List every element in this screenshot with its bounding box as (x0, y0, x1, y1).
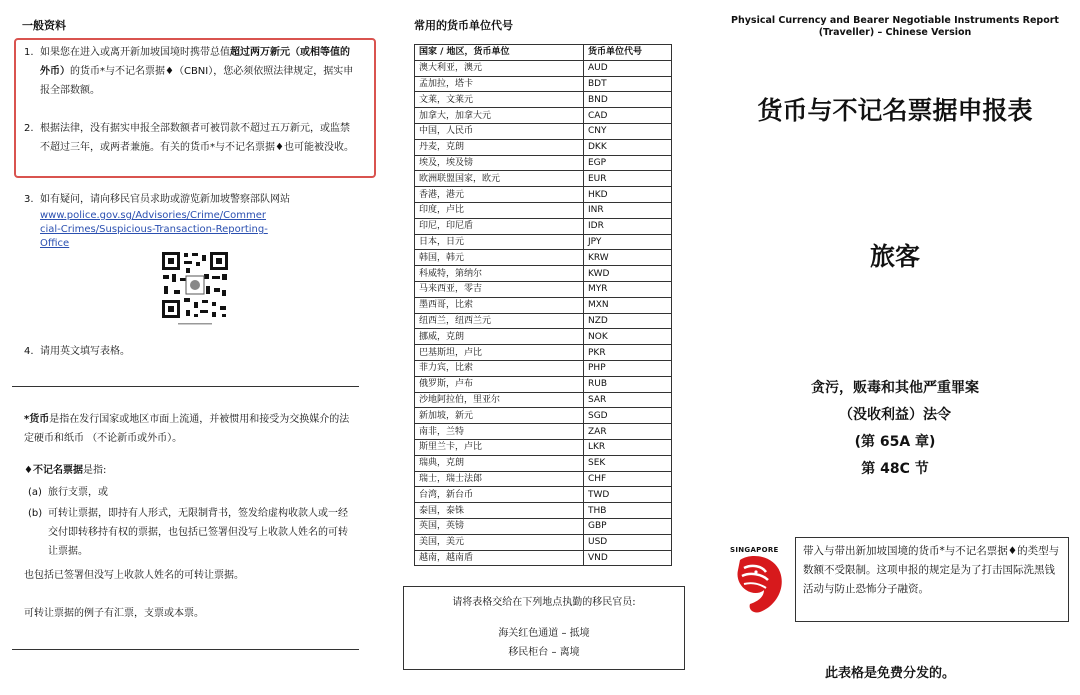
act-line-4: 第 48C 节 (861, 461, 929, 477)
country-currency-cell: 沙地阿拉伯，里亚尔 (415, 392, 584, 408)
general-info-title: 一般资料 (22, 19, 66, 32)
currency-code-cell: TWD (584, 487, 672, 503)
table-row (415, 266, 672, 282)
item-3 (24, 190, 354, 251)
currency-code-cell: USD (584, 534, 672, 550)
country-currency-cell: 日本，日元 (415, 234, 584, 250)
table-row (415, 60, 672, 76)
country-currency-cell: 新加坡，新元 (415, 408, 584, 424)
header-code: 货币单位代号 (584, 45, 672, 61)
item-4-number: 4. (24, 346, 34, 357)
item-1-text-b: 的货币*与不记名票据♦（CBNI），您必须依照法律规定，据实申报全部数额。 (40, 66, 354, 96)
currency-code-cell: JPY (584, 234, 672, 250)
english-header-line-2: (Traveller) – Chinese Version (818, 27, 972, 38)
submit-instructions-box (403, 586, 685, 670)
item-3-number: 3. (24, 194, 34, 205)
table-row (415, 360, 672, 376)
submit-line-1: 请将表格交给在下列地点执勤的移民官员: (452, 597, 636, 608)
table-row (415, 455, 672, 471)
currency-code-cell: DKK (584, 139, 672, 155)
currency-code-cell: HKD (584, 187, 672, 203)
currency-code-cell: CHF (584, 471, 672, 487)
country-currency-cell: 越南，越南盾 (415, 550, 584, 566)
notice-box (795, 537, 1069, 622)
table-row (415, 108, 672, 124)
country-currency-cell: 中国，人民币 (415, 123, 584, 139)
currency-code-cell: BDT (584, 76, 672, 92)
country-currency-cell: 巴基斯坦，卢比 (415, 345, 584, 361)
currency-code-cell: KWD (584, 266, 672, 282)
currency-code-cell: NOK (584, 329, 672, 345)
country-currency-cell: 印尼，印尼盾 (415, 218, 584, 234)
table-row (415, 471, 672, 487)
item-1-text-a: 如果您在进入或离开新加坡国境时携带总值 (40, 47, 230, 58)
country-currency-cell: 印度，卢比 (415, 202, 584, 218)
form-subtitle: 旅客 (869, 242, 920, 271)
country-currency-cell: 香港，港元 (415, 187, 584, 203)
police-website-link[interactable]: www.police.gov.sg/Advisories/Crime/Commercial-Crimes/Suspicious-Transaction-Reporting-Office (40, 210, 268, 249)
table-row (415, 345, 672, 361)
country-currency-cell: 科威特，第纳尔 (415, 266, 584, 282)
currency-code-cell: BND (584, 92, 672, 108)
table-row (415, 155, 672, 171)
table-row (415, 218, 672, 234)
table-row (415, 439, 672, 455)
country-currency-cell: 美国，美元 (415, 534, 584, 550)
item-2-text: 根据法律，没有据实申报全部数额者可被罚款不超过五万新元，或监禁不超过三年，或两者兼施。有关的货币*与不记名票据♦也可能被没收。 (40, 123, 354, 153)
table-row (415, 408, 672, 424)
country-currency-cell: 丹麦，克朗 (415, 139, 584, 155)
currency-definition (24, 410, 356, 448)
table-row (415, 123, 672, 139)
currency-code-cell: EUR (584, 171, 672, 187)
country-currency-cell: 加拿大，加拿大元 (415, 108, 584, 124)
currency-code-cell: VND (584, 550, 672, 566)
bni-extra: 也包括已签署但没写上收款人姓名的可转让票据。 (24, 570, 244, 581)
table-row (415, 171, 672, 187)
table-row (415, 487, 672, 503)
bni-a-mark: (a) (28, 487, 42, 498)
country-currency-cell: 台湾，新台币 (415, 487, 584, 503)
bni-examples: 可转让票据的例子有汇票，支票或本票。 (24, 608, 204, 619)
header-country: 国家 / 地区，货币单位 (415, 45, 584, 61)
bni-item-b (28, 504, 350, 561)
country-currency-cell: 英国，英镑 (415, 518, 584, 534)
currency-definition-text: 是指在发行国家或地区市面上流通，并被惯用和接受为交换媒介的法定硬币和纸币 （不论新币或外币）。 (24, 414, 350, 444)
table-row (415, 202, 672, 218)
currency-code-cell: EGP (584, 155, 672, 171)
act-line-1: 贪污，贩毒和其他严重罪案 (811, 380, 979, 396)
table-row (415, 187, 672, 203)
act-line-3: (第 65A 章) (854, 434, 936, 450)
table-row (415, 329, 672, 345)
currency-code-cell: THB (584, 503, 672, 519)
country-currency-cell: 南非，兰特 (415, 424, 584, 440)
currency-code-cell: MYR (584, 281, 672, 297)
currency-code-cell: PKR (584, 345, 672, 361)
item-1 (24, 43, 354, 100)
table-header-row (415, 45, 672, 61)
bni-label: ♦不记名票据 (24, 465, 83, 476)
bni-b-mark: (b) (28, 508, 43, 519)
table-row (415, 139, 672, 155)
table-row (415, 297, 672, 313)
currency-code-cell: GBP (584, 518, 672, 534)
currency-code-cell: KRW (584, 250, 672, 266)
country-currency-cell: 孟加拉，塔卡 (415, 76, 584, 92)
country-currency-cell: 埃及，埃及镑 (415, 155, 584, 171)
country-currency-cell: 纽西兰，纽西兰元 (415, 313, 584, 329)
country-currency-cell: 欧洲联盟国家，欧元 (415, 171, 584, 187)
english-header-line-1: Physical Currency and Bearer Negotiable Instruments Report (731, 15, 1059, 26)
item-2 (24, 119, 354, 157)
left-divider-1 (12, 386, 359, 387)
submit-line-3: 移民柜台 – 离境 (508, 647, 580, 658)
singapore-logo (730, 546, 790, 618)
bni-b-text: 可转让票据，即持有人形式，无限制背书，签发给虚构收款人或一经交付即转移持有权的票据，也包括已签署但没写上收款人姓名的可转让票据。 (48, 508, 348, 557)
bni-suffix: 是指: (82, 465, 107, 476)
currency-code-cell: LKR (584, 439, 672, 455)
table-row (415, 392, 672, 408)
free-distribution-note: 此表格是免费分发的。 (824, 666, 955, 681)
qr-code-icon (160, 250, 230, 326)
table-row (415, 313, 672, 329)
currency-code-cell: RUB (584, 376, 672, 392)
left-divider-2 (12, 649, 359, 650)
table-row (415, 424, 672, 440)
bni-item-a (28, 483, 348, 502)
country-currency-cell: 马来西亚，零吉 (415, 281, 584, 297)
item-3-text: 如有疑问，请向移民官员求助或游览新加坡警察部队网站 (40, 194, 290, 205)
act-reference (700, 375, 1080, 483)
country-currency-cell: 泰国，泰铢 (415, 503, 584, 519)
form-title: 货币与不记名票据申报表 (757, 96, 1033, 125)
table-row (415, 234, 672, 250)
country-currency-cell: 墨西哥，比索 (415, 297, 584, 313)
currency-code-cell: CNY (584, 123, 672, 139)
currency-code-cell: IDR (584, 218, 672, 234)
bni-a-text: 旅行支票，或 (48, 487, 108, 498)
table-row (415, 503, 672, 519)
country-currency-cell: 韩国，韩元 (415, 250, 584, 266)
country-currency-cell: 斯里兰卡，卢比 (415, 439, 584, 455)
currency-code-cell: MXN (584, 297, 672, 313)
item-2-number: 2. (24, 123, 34, 134)
item-1-text-bold: 超过两万新元（或相等值的外币） (40, 47, 350, 77)
item-4 (24, 342, 354, 361)
item-4-text: 请用英文填写表格。 (40, 346, 130, 357)
table-row (415, 376, 672, 392)
currency-codes-title: 常用的货币单位代号 (414, 19, 513, 32)
currency-code-cell: ZAR (584, 424, 672, 440)
table-row (415, 92, 672, 108)
currency-code-cell: CAD (584, 108, 672, 124)
table-row (415, 281, 672, 297)
country-currency-cell: 澳大利亚，澳元 (415, 60, 584, 76)
act-line-2: （没收利益）法令 (839, 407, 951, 423)
notice-text: 带入与带出新加坡国境的货币*与不记名票据♦的类型与数额不受限制。这项申报的规定是为了打击国际洗黑钱活动与防止恐怖分子融资。 (803, 545, 1060, 595)
table-row (415, 534, 672, 550)
currency-code-cell: INR (584, 202, 672, 218)
currency-code-cell: NZD (584, 313, 672, 329)
country-currency-cell: 菲力宾，比索 (415, 360, 584, 376)
currency-code-cell: SEK (584, 455, 672, 471)
item-1-number: 1. (24, 47, 34, 58)
english-header (710, 15, 1080, 39)
table-row (415, 250, 672, 266)
currency-code-cell: SGD (584, 408, 672, 424)
country-currency-cell: 文莱，文莱元 (415, 92, 584, 108)
submit-line-2: 海关红色通道 – 抵境 (498, 628, 590, 639)
table-row (415, 550, 672, 566)
country-currency-cell: 挪威，克朗 (415, 329, 584, 345)
lion-head-icon (730, 554, 784, 616)
country-currency-cell: 瑞典，克朗 (415, 455, 584, 471)
currency-code-cell: AUD (584, 60, 672, 76)
currency-code-table (414, 44, 672, 566)
bni-definition (24, 461, 356, 480)
logo-text: SINGAPORE (730, 546, 779, 554)
table-row (415, 518, 672, 534)
currency-definition-label: *货币 (24, 414, 50, 425)
currency-code-cell: SAR (584, 392, 672, 408)
table-row (415, 76, 672, 92)
currency-code-cell: PHP (584, 360, 672, 376)
country-currency-cell: 俄罗斯，卢布 (415, 376, 584, 392)
country-currency-cell: 瑞士，瑞士法郎 (415, 471, 584, 487)
